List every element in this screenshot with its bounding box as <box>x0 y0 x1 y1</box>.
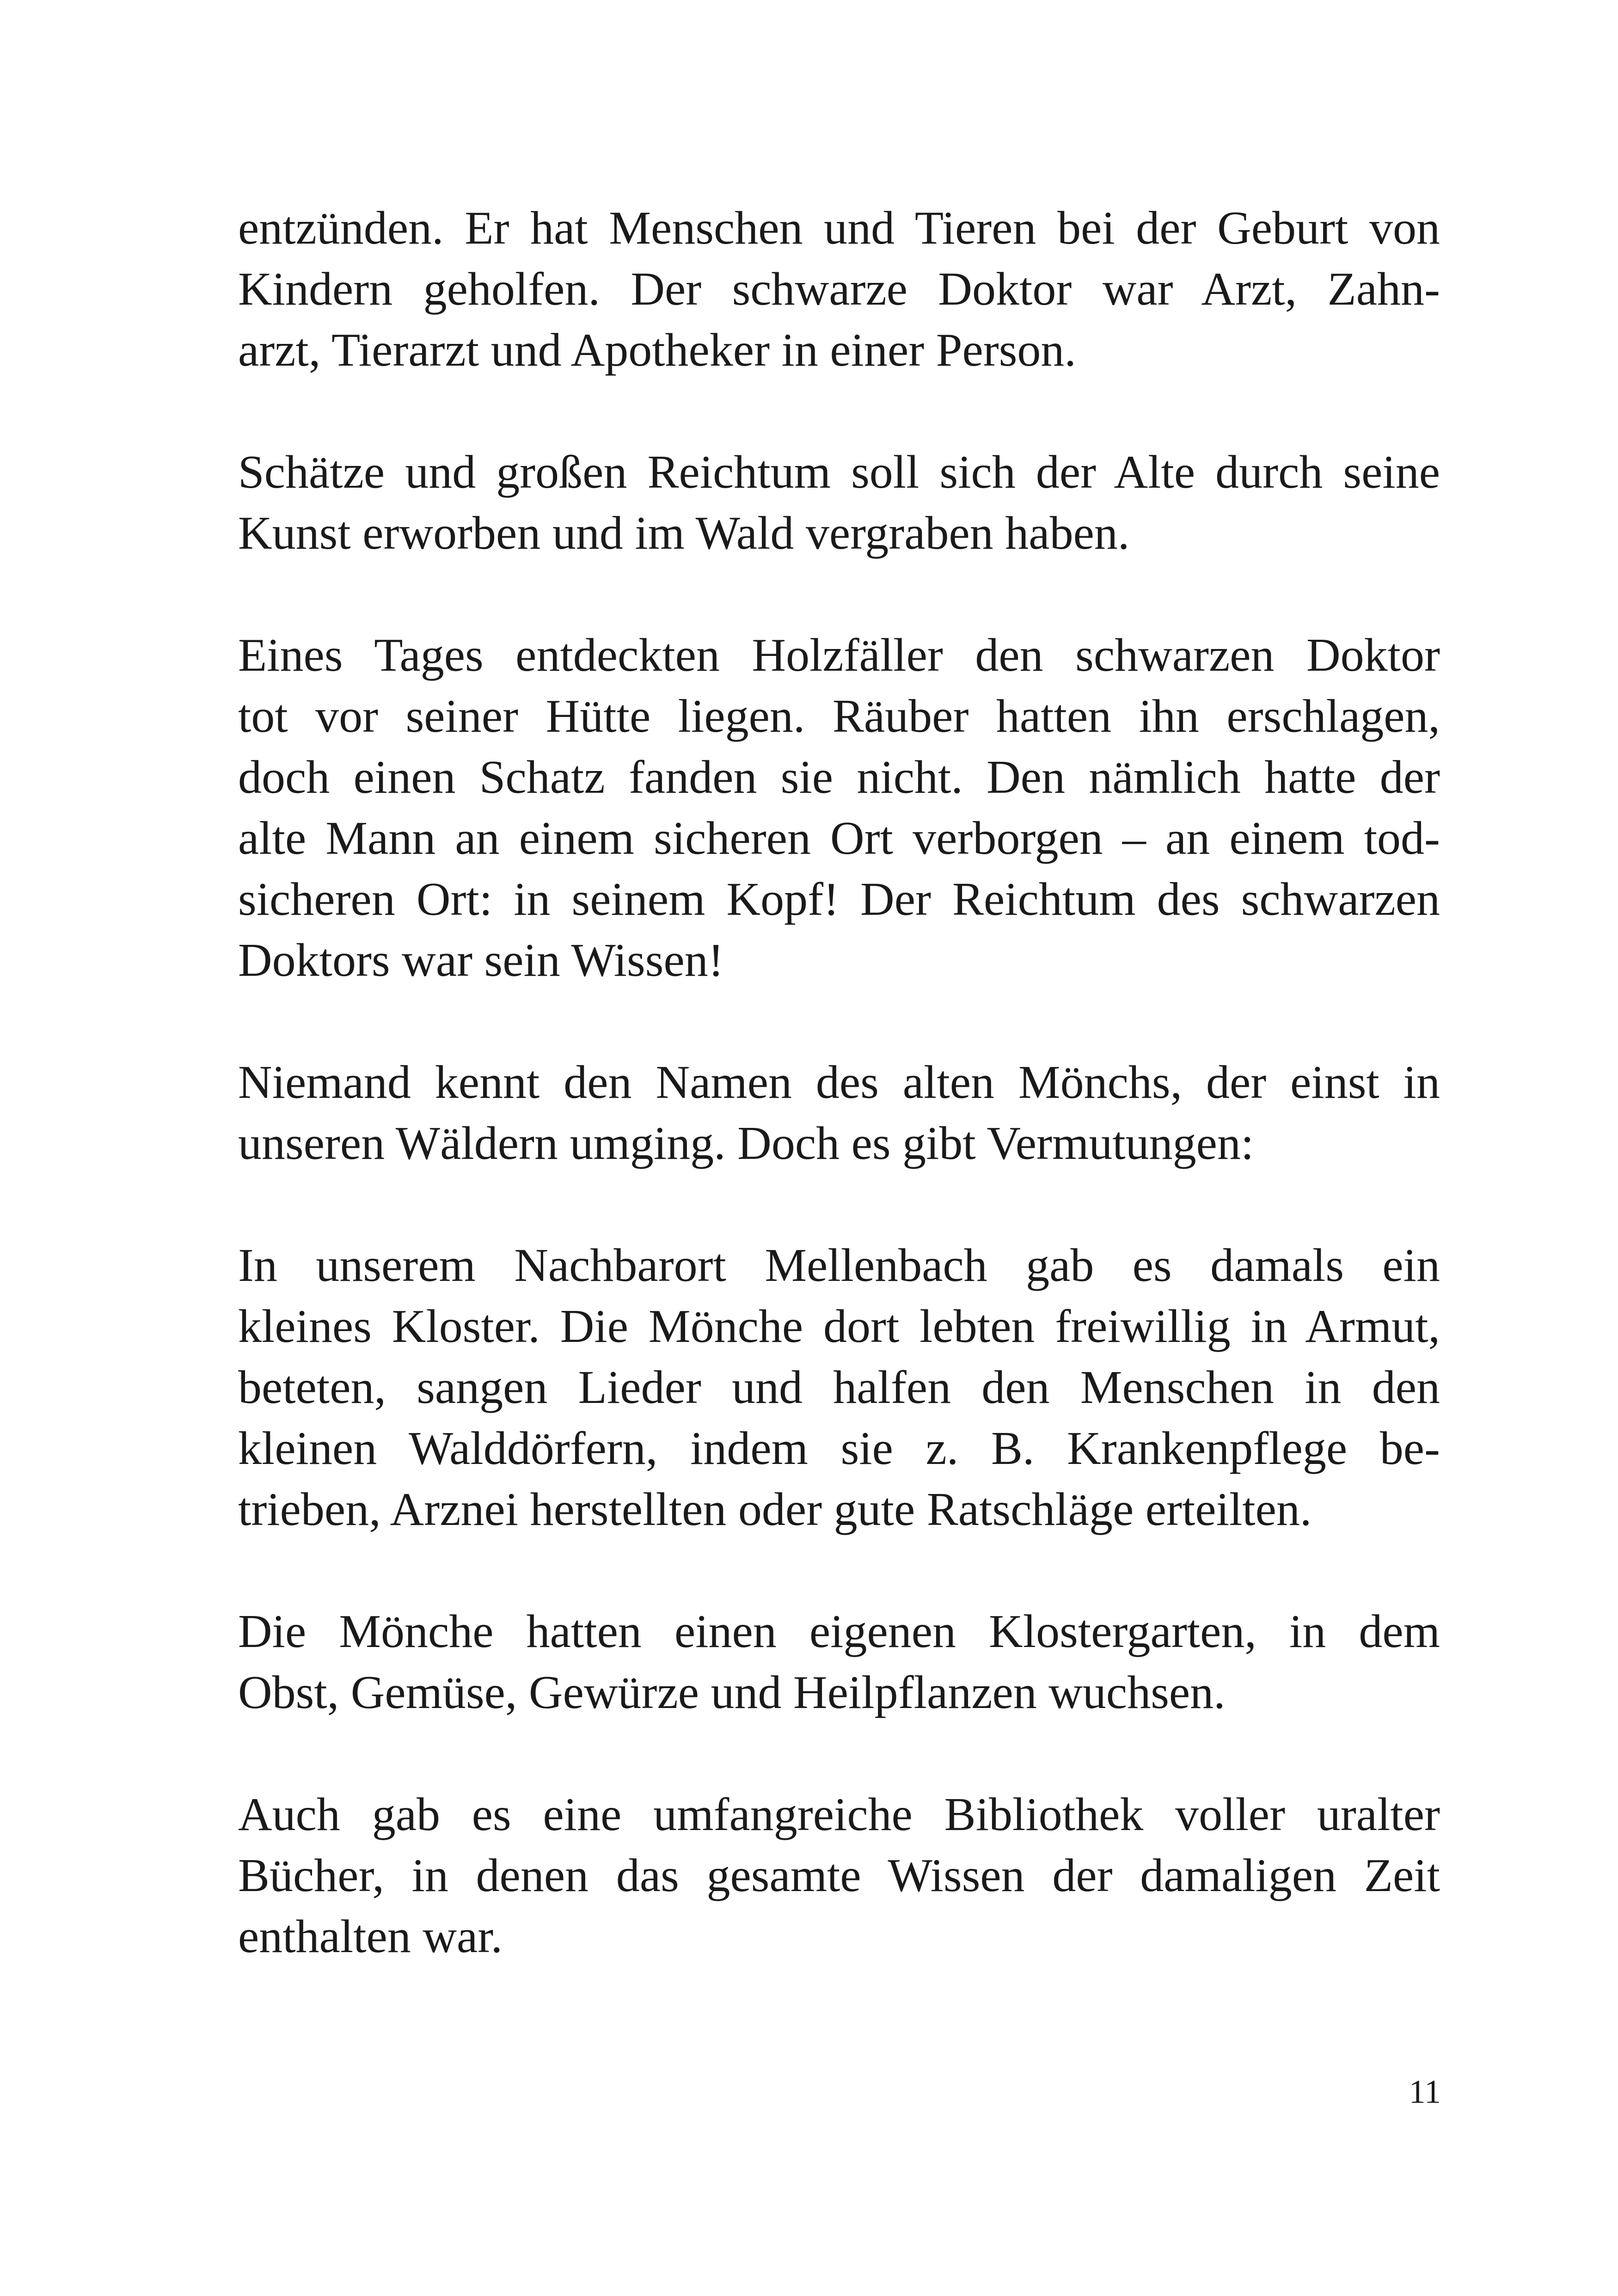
text-line: entzünden. Er hat Menschen und Tieren bei der Geburt von <box>238 202 1440 254</box>
text-line: Kindern geholfen. Der schwarze Doktor war Arzt, Zahn- <box>238 263 1440 315</box>
text-line: Bücher, in denen das gesamte Wissen der damaligen Zeit <box>238 1849 1440 1902</box>
text-line: kleines Kloster. Die Mönche dort lebten freiwillig in Armut, <box>238 1300 1440 1353</box>
text-line: enthalten war. <box>238 1910 503 1963</box>
text-line: sicheren Ort: in seinem Kopf! Der Reichtum des schwarzen <box>238 873 1440 925</box>
text-line: Schätze und großen Reichtum soll sich der Alte durch seine <box>238 446 1440 498</box>
text-line: Kunst erworben und im Wald vergraben haben. <box>238 507 1130 559</box>
text-line: alte Mann an einem sicheren Ort verborgen – an einem tod- <box>238 812 1440 864</box>
paragraph-4 <box>238 1052 1440 1174</box>
text-line: trieben, Arznei herstellten oder gute Ratschläge erteilten. <box>238 1483 1312 1536</box>
text-line: kleinen Walddörfern, indem sie z. B. Krankenpflege be- <box>238 1422 1440 1475</box>
text-line: arzt, Tierarzt und Apotheker in einer Person. <box>238 324 1076 376</box>
text-line: Auch gab es eine umfangreiche Bibliothek voller uralter <box>238 1788 1440 1841</box>
text-line: unseren Wäldern umging. Doch es gibt Vermutungen: <box>238 1117 1254 1169</box>
text-line: Doktors war sein Wissen! <box>238 934 724 986</box>
paragraph-5 <box>238 1235 1440 1540</box>
text-line: In unserem Nachbarort Mellenbach gab es damals ein <box>238 1239 1440 1292</box>
paragraph-1 <box>238 198 1440 381</box>
text-line: Eines Tages entdeckten Holzfäller den schwarzen Doktor <box>238 629 1440 681</box>
paragraph-6 <box>238 1601 1440 1723</box>
body-text <box>238 198 1440 2028</box>
text-line: Die Mönche hatten einen eigenen Klostergarten, in dem <box>238 1605 1440 1658</box>
text-line: tot vor seiner Hütte liegen. Räuber hatten ihn erschlagen, <box>238 690 1440 742</box>
text-line: Obst, Gemüse, Gewürze und Heilpflanzen wuchsen. <box>238 1666 1226 1719</box>
paragraph-3 <box>238 625 1440 991</box>
paragraph-7 <box>238 1784 1440 1967</box>
text-line: beteten, sangen Lieder und halfen den Menschen in den <box>238 1361 1440 1414</box>
paragraph-2 <box>238 442 1440 564</box>
text-line: Niemand kennt den Namen des alten Mönchs, der einst in <box>238 1056 1440 1108</box>
text-line: doch einen Schatz fanden sie nicht. Den nämlich hatte der <box>238 751 1440 803</box>
page-number: 11 <box>1409 2073 1441 2110</box>
